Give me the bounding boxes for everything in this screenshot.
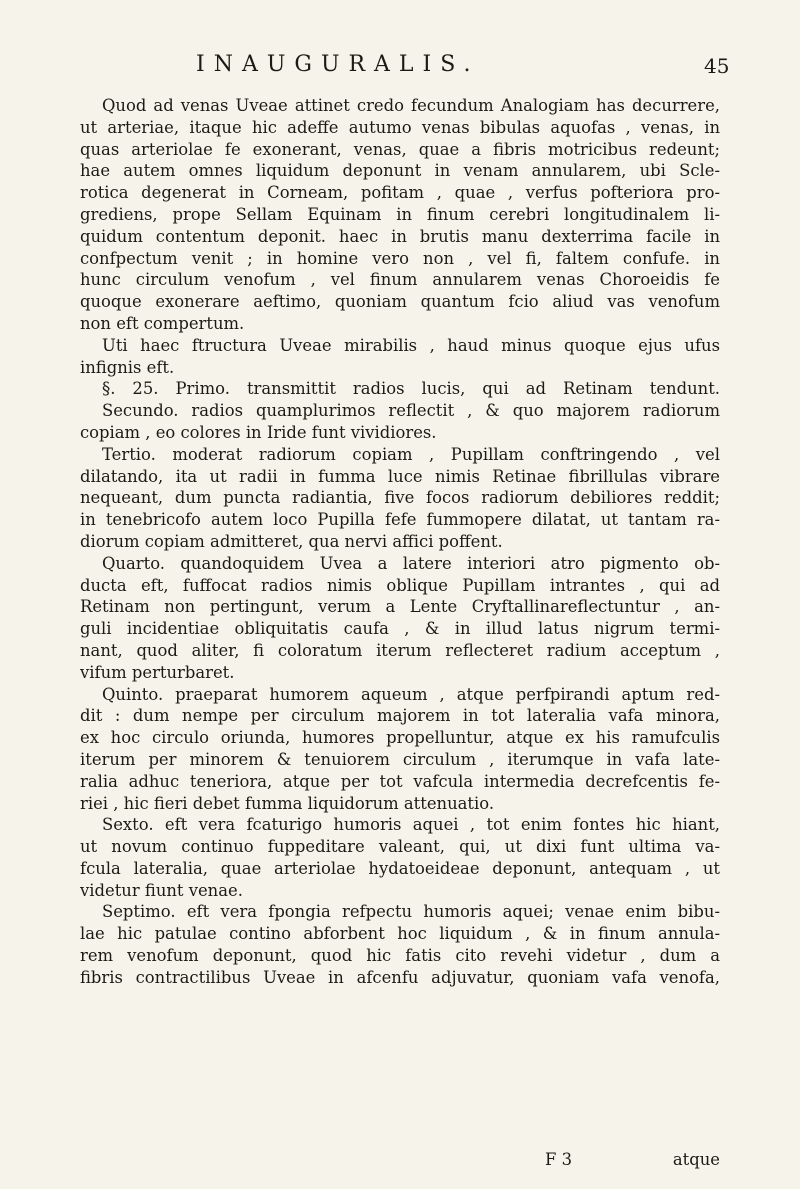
text-line: non eft compertum. (80, 313, 245, 333)
text-line: quidum contentum deponit. haec in brutis manu dexterrima facile in (80, 226, 720, 246)
text-line: fibris contractilibus Uveae in afcenfu adjuvatur, quoniam vafa venofa, (80, 967, 720, 987)
running-title: INAUGURALIS. (196, 52, 480, 77)
text-line: in tenebricofo autem loco Pupilla fefe fummopere dilatat, ut tantam ra- (80, 510, 720, 530)
text-line: lae hic patulae contino abforbent hoc liquidum , & in finum annula- (80, 924, 720, 944)
text-line: rem venofum deponunt, quod hic fatis cito revehi videtur , dum a (80, 946, 720, 966)
text-line: riei , hic fieri debet fumma liquidorum attenuatio. (80, 793, 495, 813)
text-line: dilatando, ita ut radii in fumma luce nimis Retinae fibrillulas vibrare (80, 466, 720, 486)
text-line: fcula lateralia, quae arteriolae hydatoeideae deponunt, antequam , ut (80, 858, 720, 878)
text-line: quas arteriolae fe exonerant, venas, quae a fibris motricibus redeunt; (80, 139, 720, 159)
text-line: Quod ad venas Uveae attinet credo fecundum Analogiam has decurrere, (102, 96, 720, 115)
text-line: infignis eft. (80, 357, 175, 377)
text-line: grediens, prope Sellam Equinam in finum cerebri longitudinalem li- (80, 204, 720, 224)
text-line: copiam , eo colores in Iride funt vividiores. (80, 422, 437, 442)
text-line: ralia adhuc teneriora, atque per tot vafcula intermedia decrefcentis fe- (80, 771, 720, 791)
text-line: hunc circulum venofum , vel finum annularem venas Choroeidis fe (80, 270, 720, 290)
footer-catchline (80, 1150, 720, 1174)
text-line: quoque exonerare aeftimo, quoniam quantum fcio aliud vas venofum (80, 292, 720, 312)
text-line: nant, quod aliter, fi coloratum iterum reflecteret radium acceptum , (80, 640, 720, 660)
text-line: Uti haec ftructura Uveae mirabilis , haud minus quoque ejus ufus (102, 335, 720, 355)
text-line: §. 25. Primo. transmittit radios lucis, qui ad Retinam tendunt. (102, 379, 720, 399)
signature-mark: F 3 (545, 1150, 573, 1169)
text-line: Tertio. moderat radiorum copiam , Pupillam conftringendo , vel (102, 444, 720, 464)
text-line: Quinto. praeparat humorem aqueum , atque perfpirandi aptum red- (102, 684, 720, 704)
text-line: guli incidentiae obliquitatis caufa , & in illud latus nigrum termi- (80, 619, 720, 639)
text-line: rotica degenerat in Corneam, pofitam , quae , verfus pofteriora pro- (80, 183, 720, 203)
text-line: ex hoc circulo oriunda, humores propelluntur, atque ex his ramufculis (80, 728, 720, 748)
text-line: iterum per minorem & tenuiorem circulum , iterumque in vafa late- (80, 749, 720, 769)
catchword: atque (672, 1150, 720, 1169)
text-line: ducta eft, fuffocat radios nimis oblique Pupillam intrantes , qui ad (80, 575, 720, 595)
text-line: videtur fiunt venae. (80, 880, 243, 900)
text-line: nequeant, dum puncta radiantia, five focos radiorum debiliores reddit; (80, 488, 720, 508)
text-line: vifum perturbaret. (80, 662, 235, 682)
text-line: Retinam non pertingunt, verum a Lente Cryftallinareflectuntur , an- (80, 597, 720, 617)
text-line: ut novum continuo fuppeditare valeant, qui, ut dixi funt ultima va- (80, 837, 720, 857)
text-line: Septimo. eft vera fpongia refpectu humoris aquei; venae enim bibu- (102, 902, 720, 922)
text-line: ut arteriae, itaque hic adeffe autumo venas bibulas aquofas , venas, in (80, 117, 720, 137)
text-line: hae autem omnes liquidum deponunt in venam annularem, ubi Scle- (80, 161, 720, 181)
text-line: confpectum venit ; in homine vero non , vel fi, faltem confufe. in (80, 248, 720, 268)
text-line: diorum copiam admitteret, qua nervi affici poffent. (80, 531, 503, 551)
text-line: Secundo. radios quamplurimos reflectit , & quo majorem radiorum (102, 401, 720, 421)
running-head (0, 52, 800, 92)
body-text (80, 95, 720, 989)
page-number: 45 (704, 54, 730, 78)
text-line: Sexto. eft vera fcaturigo humoris aquei , tot enim fontes hic hiant, (102, 815, 720, 835)
text-line: Quarto. quandoquidem Uvea a latere interiori atro pigmento ob- (102, 553, 720, 573)
text-line: dit : dum nempe per circulum majorem in tot lateralia vafa minora, (80, 706, 720, 726)
